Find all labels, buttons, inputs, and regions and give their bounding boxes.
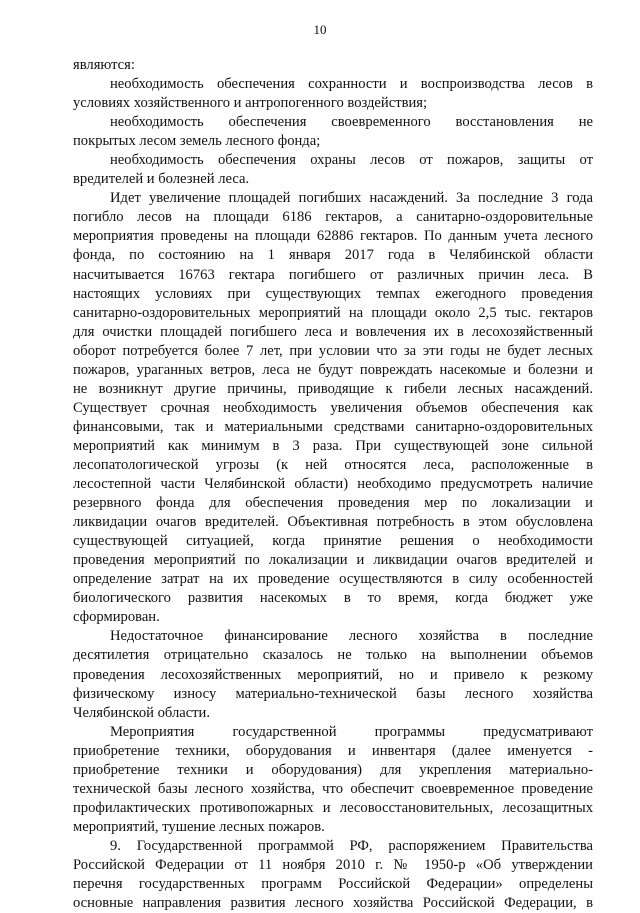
text-line: резервного фонда для обеспечения проведения мер по локализации и	[73, 495, 593, 512]
text-line: приобретение техники и оборудования) для укрепления материально-	[73, 761, 593, 778]
text-line: оборот потребуется более 7 лет, при условии что за эти годы не будет лесных	[73, 342, 593, 359]
text-line: не возникнут другие причины, приводящие к гибели лесных насаждений.	[73, 380, 593, 397]
text-line: биологического развития насекомых в то время, когда бюджет уже	[73, 590, 593, 607]
text-line: настоящих условиях при существующих темпах ежегодного проведения	[73, 285, 593, 302]
text-line: фонда, по состоянию на 1 января 2017 года в Челябинской области	[73, 247, 593, 264]
text-line: санитарно-оздоровительных мероприятий на площади около 2,5 тыс. гектаров	[73, 304, 593, 321]
text-line: мероприятий как минимум в 3 раза. При существующей зоне сильной	[73, 437, 593, 454]
text-line: профилактических противопожарных и лесовосстановительных, лесозащитных	[73, 799, 593, 816]
text-line: 9. Государственной программой РФ, распоряжением Правительства	[110, 837, 593, 854]
text-line: Идет увеличение площадей погибших насаждений. За последние 3 года	[110, 190, 593, 207]
text-line: основные направления развития лесного хозяйства Российской Федерации, в	[73, 895, 593, 912]
page-number: 10	[313, 22, 327, 37]
body-text	[73, 56, 593, 913]
text-line: ликвидации очагов вредителей. Объективная потребность в этом обусловлена	[73, 514, 593, 531]
text-line: насчитывается 16763 гектара погибшего от различных причин леса. В	[73, 266, 593, 283]
text-line: существующей ситуацией, когда принятие решения о необходимости	[73, 533, 593, 550]
text-line: проведения мероприятий по локализации и ликвидации очагов вредителей и	[73, 552, 593, 569]
text-line: перечня государственных программ Российской Федерации» определены	[73, 876, 593, 893]
text-line: технической базы лесного хозяйства, что обеспечит своевременное проведение	[73, 780, 593, 797]
text-line: необходимость обеспечения сохранности и воспроизводства лесов в	[110, 76, 593, 93]
text-line: лесостепной части Челябинской области) необходимо предусмотреть наличие	[73, 476, 593, 493]
text-line: необходимость обеспечения своевременного восстановления не	[110, 114, 593, 131]
text-line: погибло лесов на площади 6186 гектаров, а санитарно-оздоровительные	[73, 209, 593, 226]
text-line: необходимость обеспечения охраны лесов от пожаров, защиты от	[110, 152, 593, 169]
text-line: покрытых лесом земель лесного фонда;	[73, 133, 321, 150]
text-line: вредителей и болезней леса.	[73, 171, 250, 188]
text-line: десятилетия отрицательно сказалось не только на выполнении объемов	[73, 647, 593, 664]
text-line: для очистки площадей погибшего леса и вовлечения их в лесохозяйственный	[73, 323, 593, 340]
text-line: финансовыми, так и материальными средствами санитарно-оздоровительных	[73, 418, 593, 435]
text-line: Челябинской области.	[73, 704, 211, 721]
text-line: мероприятий, тушение лесных пожаров.	[73, 818, 325, 835]
text-line: Существует срочная необходимость увеличения объемов обеспечения как	[73, 399, 593, 416]
text-line: являются:	[73, 57, 135, 73]
text-line: Российской Федерации от 11 ноября 2010 г. № 1950-р «Об утверждении	[73, 856, 593, 873]
text-line: определение затрат на их проведение осуществляются в силу особенностей	[73, 571, 593, 588]
text-line: пожаров, ураганных ветров, леса не будут повреждать насекомые и болезни и	[73, 361, 593, 378]
text-line: лесопатологической угрозы (к ней относятся леса, расположенные в	[73, 456, 593, 473]
text-line: мероприятия проведены на площади 62886 гектаров. По данным учета лесного	[73, 228, 593, 245]
text-line: приобретение техники, оборудования и инвентаря (далее именуется -	[73, 742, 593, 759]
text-line: физическому износу материально-технической базы лесного хозяйства	[73, 685, 593, 702]
text-line: сформирован.	[73, 609, 160, 626]
text-line: Недостаточное финансирование лесного хозяйства в последние	[110, 628, 593, 645]
text-line: условиях хозяйственного и антропогенного воздействия;	[73, 95, 428, 112]
text-line: проведения лесохозяйственных мероприятий, но и привело к резкому	[73, 666, 593, 683]
text-line: Мероприятия государственной программы предусматривают	[110, 723, 593, 740]
